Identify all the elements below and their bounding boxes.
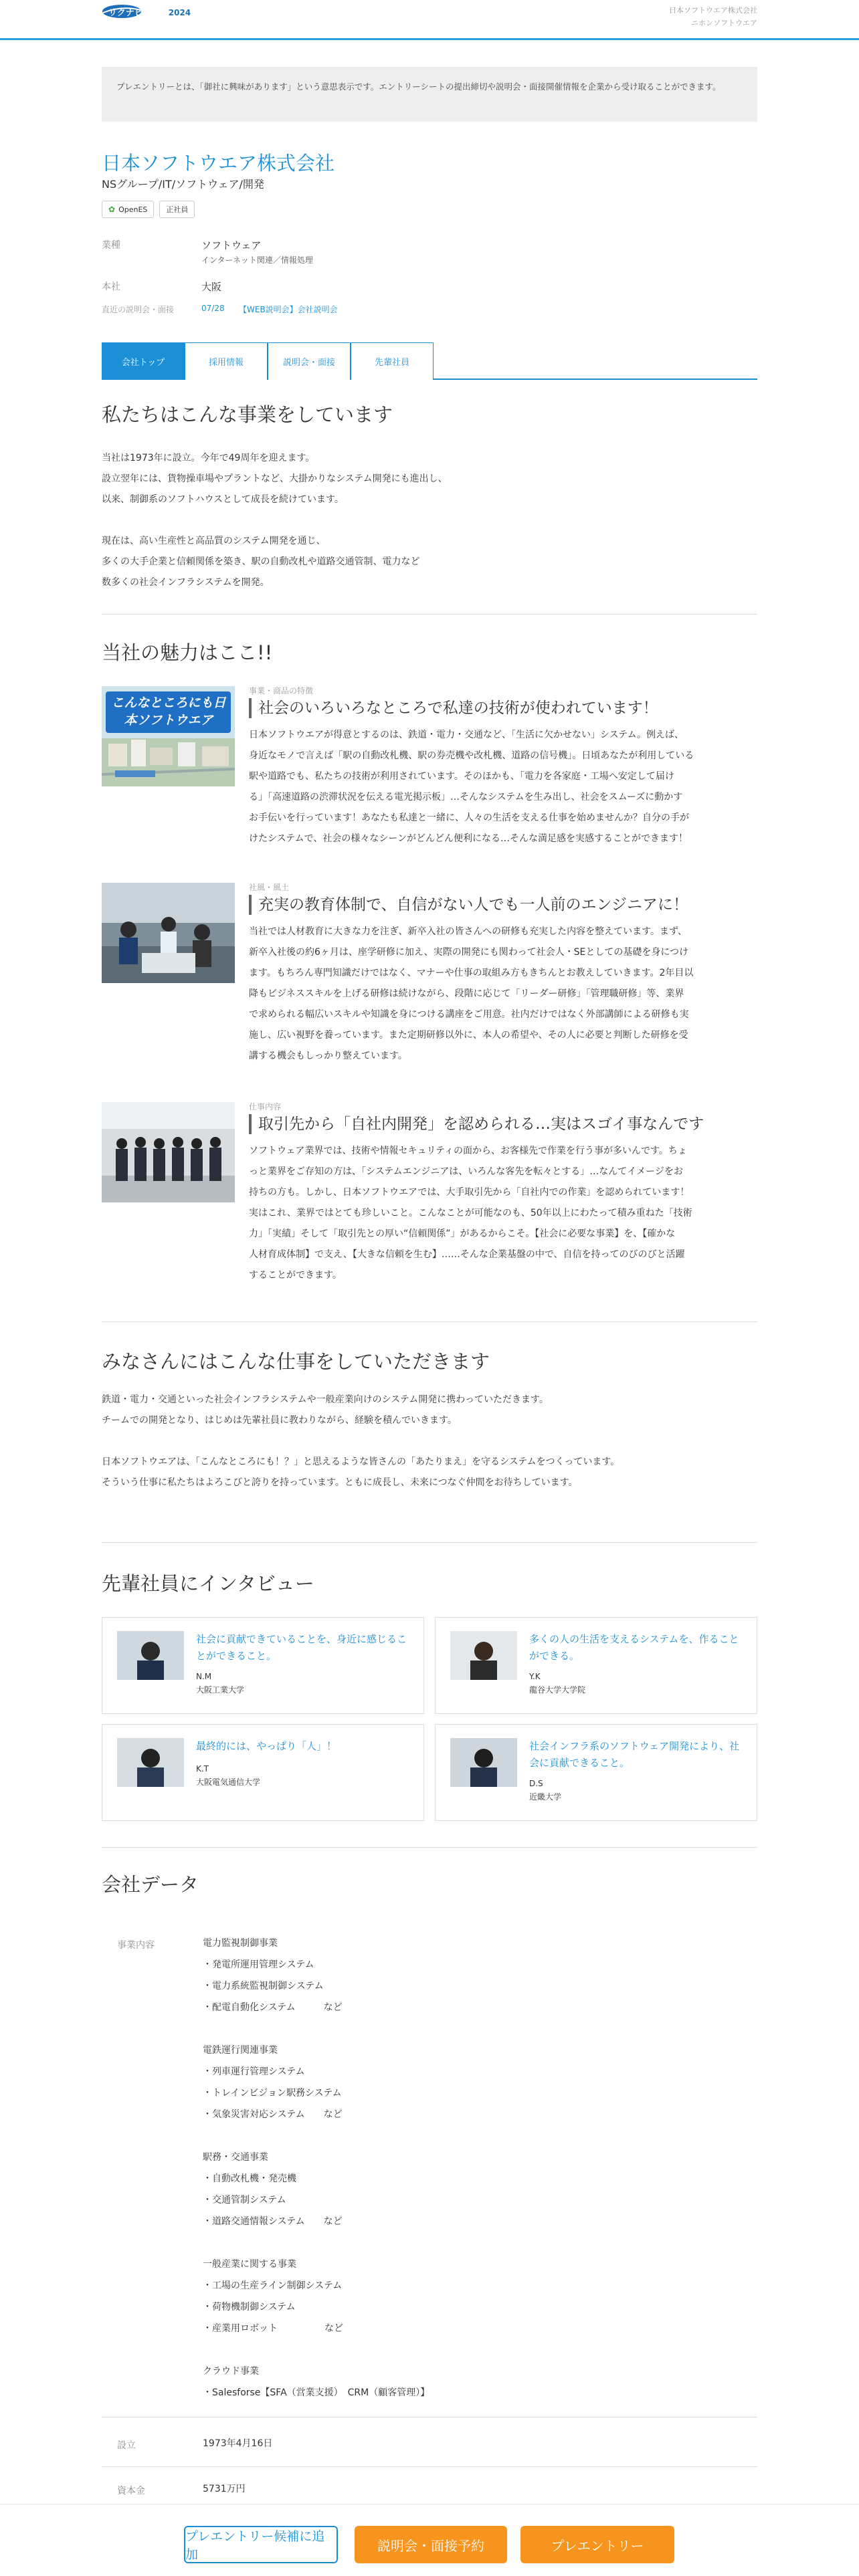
event-date[interactable]: 07/28 xyxy=(201,304,225,313)
capital-label: 資本金 xyxy=(117,2486,145,2496)
feature-category: 事業・商品の特徴 xyxy=(249,686,314,695)
event-label: 直近の説明会・面接 xyxy=(102,305,175,314)
company-tabs xyxy=(102,342,757,380)
hq-label: 本社 xyxy=(102,282,120,292)
feature-item xyxy=(249,881,757,1067)
pre-entry-notice: プレエントリーとは、「御社に興味があります」という意思表示です。エントリーシートの提出締切や説明会・面接開催情報を企業から受け取ることができます。 xyxy=(102,67,757,122)
capital-value: 5731万円 xyxy=(203,2484,246,2494)
company-subtitle: NSグループ/IT/ソフトウェア/開発 xyxy=(102,178,264,191)
text-line: 新卒入社後の約6ヶ月は、座学研修に加え、実際の開発にも関わって社会人・SEとしての基礎を身につけ xyxy=(249,947,689,958)
spacer xyxy=(102,510,448,531)
tab-senior-staff[interactable]: 先輩社員 xyxy=(351,342,434,380)
text-line: 一般産業に関する事業 xyxy=(203,2259,296,2270)
text-line: チームでの開発となり、はじめは先輩社員に教わりながら、経験を積んでいきます。 xyxy=(102,1415,457,1426)
divider xyxy=(102,2417,757,2418)
text-line: ・自動改札機・発売機 xyxy=(203,2173,296,2184)
interview-quote[interactable]: 社会インフラ系のソフトウェア開発により、社会に貢献できること。 xyxy=(529,1740,740,1769)
interview-quote[interactable]: 社会に貢献できていることを、身近に感じることができること。 xyxy=(196,1633,407,1662)
header-company-name: 日本ソフトウエア株式会社 xyxy=(669,6,757,15)
spacer xyxy=(203,2232,430,2254)
text-line: っと業界をご存知の方は、「システムエンジニアは、いろんな客先を転々とする」…なんてイメージをお xyxy=(249,1166,683,1177)
text-line: 鉄道・電力・交通といった社会インフラシステムや一般産業向けのシステム開発に携わっていただきます。 xyxy=(102,1394,549,1405)
feature-category: 社風・風土 xyxy=(249,883,290,892)
divider xyxy=(102,1321,757,1322)
business-text xyxy=(102,448,448,593)
text-line: 当社は1973年に設立。今年で49周年を迎えます。 xyxy=(102,453,315,463)
company-name: 日本ソフトウエア株式会社 xyxy=(102,152,335,175)
interview-card[interactable] xyxy=(102,1724,424,1821)
text-line: ・列車運行管理システム xyxy=(203,2066,305,2077)
interviewee-school: 龍谷大学大学院 xyxy=(529,1685,586,1695)
text-line: 講する機会もしっかり整えています。 xyxy=(249,1051,407,1061)
company-tags xyxy=(102,201,195,218)
interview-heading: 先輩社員にインタビュー xyxy=(102,1572,314,1595)
spacer xyxy=(203,2018,430,2040)
rikunabi-logo[interactable] xyxy=(102,4,191,19)
interviewee-initials: N.M xyxy=(196,1672,212,1681)
text-line: 実はこれ、業界ではとても珍しいこと。こんなことが可能なのも、50年以上にわたって積み重ねた「技術 xyxy=(249,1208,692,1218)
tag-openes xyxy=(102,201,154,218)
text-line: 以来、制御系のソフトハウスとして成長を続けています。 xyxy=(102,494,344,505)
feature-image-training xyxy=(102,883,235,983)
text-line: ・交通管制システム xyxy=(203,2195,286,2206)
text-line: けたシステムで、社会の様々なシーンがどんどん便利になる…そんな満足感を実感することができます！ xyxy=(249,833,688,844)
business-content-label: 事業内容 xyxy=(117,1940,155,1951)
feature-title: 社会のいろいろなところで私達の技術が使われています！ xyxy=(249,698,757,718)
spacer xyxy=(203,2339,430,2361)
appeal-heading: 当社の魅力はここ!! xyxy=(102,641,273,664)
header-company xyxy=(669,4,757,29)
industry-label: 業種 xyxy=(102,240,120,251)
text-line: 駅務・交通事業 xyxy=(203,2152,268,2163)
text-line: クラウド事業 xyxy=(203,2366,259,2377)
feature-body xyxy=(249,1141,757,1286)
feature-image-infrastructure xyxy=(102,686,235,786)
text-line: 設立翌年には、貨物操車場やプラントなど、大掛かりなシステム開発にも進出し、 xyxy=(102,473,448,484)
feature-category: 仕事内容 xyxy=(249,1102,282,1111)
text-line: 力」「実績」そして「取引先との厚い“信頼関係”」があるからこそ。【社会に必要な事業】を、【確かな xyxy=(249,1228,676,1239)
spacer xyxy=(203,2125,430,2147)
text-line: ・工場の生産ライン制御システム xyxy=(203,2280,343,2291)
text-line: ・電力系統監視制御システム xyxy=(203,1981,324,1992)
text-line: 日本ソフトウエアは、「こんなところにも！？」と思えるような皆さんの「あたりまえ」を守るシステムをつくっています。 xyxy=(102,1457,620,1467)
interview-quote[interactable]: 最終的には、やっぱり「人」！ xyxy=(196,1740,337,1752)
divider xyxy=(102,2466,757,2467)
text-line: ます。もちろん専門知識だけではなく、マナーや仕事の取組み方もきちんとお教えしていきます。2年目以 xyxy=(249,968,694,978)
text-line: ・発電所運用管理システム xyxy=(203,1959,314,1970)
header-company-kana: ニホンソフトウエア xyxy=(691,19,757,27)
preentry-button[interactable]: プレエントリー xyxy=(520,2526,674,2563)
leaf-icon: ✿ xyxy=(108,205,116,214)
text-line: ・荷物機制御システム xyxy=(203,2302,296,2313)
interview-photo xyxy=(450,1738,517,1787)
interviewee-initials: D.S xyxy=(529,1779,543,1788)
tab-recruit-info[interactable]: 採用情報 xyxy=(185,342,268,380)
divider xyxy=(102,614,757,615)
interview-photo xyxy=(117,1738,184,1787)
text-line: ・気象災害対応システム など xyxy=(203,2109,343,2120)
event-name-link[interactable]: 【WEB説明会】会社説明会 xyxy=(239,305,338,314)
business-content-value xyxy=(203,1933,430,2403)
text-line: することができます。 xyxy=(249,1270,342,1281)
tab-seminar-interview[interactable]: 説明会・面接 xyxy=(268,342,351,380)
text-line: 身近なモノで言えば「駅の自動改札機、駅の券売機や改札機、道路の信号機」。日頃あなたが利用している xyxy=(249,750,694,761)
interview-card[interactable] xyxy=(435,1724,757,1821)
interview-photo xyxy=(117,1631,184,1680)
interview-card[interactable] xyxy=(435,1617,757,1714)
tag-label: OpenES xyxy=(118,205,148,214)
interviewee-school: 近畿大学 xyxy=(529,1792,562,1802)
action-footer xyxy=(0,2504,859,2576)
text-line: ・産業用ロボット など xyxy=(203,2323,343,2334)
feature-item xyxy=(249,685,757,849)
work-text xyxy=(102,1390,619,1493)
work-heading: みなさんにはこんな仕事をしていただきます xyxy=(102,1350,490,1373)
text-line: 現在は、高い生産性と高品質のシステム開発を通じ、 xyxy=(102,536,326,546)
text-line: 当社では人材教育に大きな力を注ぎ、新卒入社の皆さんへの研修も充実した内容を整えています。まず、 xyxy=(249,926,687,937)
interview-card[interactable] xyxy=(102,1617,424,1714)
founded-label: 設立 xyxy=(117,2440,136,2451)
text-line: ・道路交通情報システム など xyxy=(203,2216,343,2227)
text-line: で求められる幅広いスキルや知識を身につける講座をご用意。社内だけではなく外部講師による研修も実 xyxy=(249,1009,689,1020)
feature-item xyxy=(249,1101,757,1286)
text-line: お手伝いを行っています！あなたも私達と一緒に、人々の生活を支える仕事を始めませんか？自分の手が xyxy=(249,813,689,823)
industry-value: ソフトウェア xyxy=(201,239,262,251)
text-line: 日本ソフトウエアが得意とするのは、鉄道・電力・交通など、「生活に欠かせない」システム。例えば、 xyxy=(249,730,684,740)
text-line: ・Salesforse【SFA（営業支援） CRM（顧客管理）】 xyxy=(203,2387,430,2398)
logo-text: リクナビ xyxy=(108,7,143,18)
text-line: ・配電自動化システム など xyxy=(203,2002,343,2013)
text-line: ・トレインビジョン駅務システム xyxy=(203,2088,342,2099)
interview-photo xyxy=(450,1631,517,1680)
tab-company-top[interactable]: 会社トップ xyxy=(102,342,185,380)
text-line: 持ちの方も。しかし、日本ソフトウエアでは、大手取引先から「自社内での作業」を認められています！ xyxy=(249,1187,690,1198)
text-line: ソフトウェア業界では、技術や情報セキュリティの面から、お客様先で作業を行う事が多いんです。ちょ xyxy=(249,1146,687,1156)
text-line: 降もビジネススキルを上げる研修は続けながら、段階に応じて「リーダー研修」「管理職研修」等、業界 xyxy=(249,988,684,999)
divider xyxy=(102,1542,757,1543)
feature-body xyxy=(249,725,757,849)
interviewee-school: 大阪電気通信大学 xyxy=(196,1778,261,1787)
business-heading: 私たちはこんな事業をしています xyxy=(102,403,393,426)
feature-title: 充実の教育体制で、自信がない人でも一人前のエンジニアに！ xyxy=(249,895,757,915)
seminar-reserve-button[interactable]: 説明会・面接予約 xyxy=(355,2526,507,2563)
company-data-heading: 会社データ xyxy=(102,1873,199,1896)
text-line: る」「高速道路の渋滞状況を伝える電光掲示板」…そんなシステムを生み出し、社会をスムーズに動かす xyxy=(249,792,683,802)
interview-quote[interactable]: 多くの人の生活を支えるシステムを、作ることができる。 xyxy=(529,1633,739,1662)
interviewee-initials: Y.K xyxy=(529,1672,541,1681)
hq-value: 大阪 xyxy=(201,281,222,293)
feature-image-office xyxy=(102,1102,235,1202)
spacer xyxy=(102,1431,619,1452)
divider xyxy=(102,1847,757,1848)
feature-title: 取引先から「自社内開発」を認められる…実はスゴイ事なんです xyxy=(249,1114,757,1134)
industry-sub: インターネット関連／情報処理 xyxy=(201,255,313,265)
site-header xyxy=(0,0,859,40)
founded-value: 1973年4月16日 xyxy=(203,2438,273,2449)
text-line: 電力監視制御事業 xyxy=(203,1938,278,1949)
image-caption: こんなところにも日本ソフトウエア xyxy=(111,695,226,728)
tag-label: 正社員 xyxy=(166,205,189,214)
text-line: 人材育成体制】で支え、【大きな信頼を生む】……そんな企業基盤の中で、自信を持ってのびのびと活躍 xyxy=(249,1249,685,1260)
text-line: 数多くの社会インフラシステムを開発。 xyxy=(102,577,270,588)
logo-year: 2024 xyxy=(168,8,191,17)
add-preentry-candidate-button[interactable]: プレエントリー候補に追加 xyxy=(184,2526,338,2563)
text-line: 施し、広い視野を養っています。また定期研修以外に、本人の希望や、その人に必要と判断した研修を受 xyxy=(249,1030,688,1041)
feature-body xyxy=(249,922,757,1067)
text-line: 多くの大手企業と信頼関係を築き、駅の自動改札や道路交通管制、電力など xyxy=(102,556,420,567)
text-line: 駅や道路でも、私たちの技術が利用されています。そのほかも、「電力を各家庭・工場へ安定して届け xyxy=(249,771,674,782)
tag-fulltime xyxy=(159,201,195,218)
text-line: 電鉄運行関連事業 xyxy=(203,2045,278,2056)
interviewee-school: 大阪工業大学 xyxy=(196,1685,245,1695)
text-line: そういう仕事に私たちはよろこびと誇りを持っています。ともに成長し、未来につなぐ仲間をお待ちしています。 xyxy=(102,1477,578,1488)
interviewee-initials: K.T xyxy=(196,1764,209,1774)
